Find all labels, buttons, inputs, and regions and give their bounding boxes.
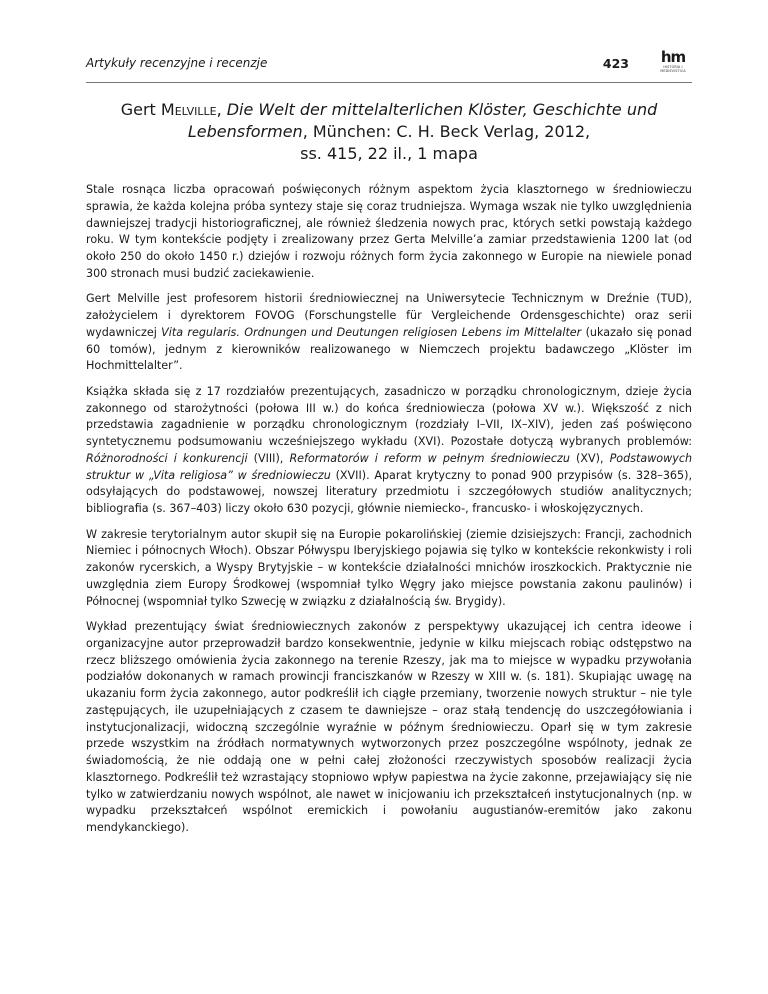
review-title [100,99,678,165]
paragraph-1: Stale rosnąca liczba opracowań poświęconych różnym aspektom życia klasztornego w średniowieczu sprawia, że każda kolejna próba syntezy staje się coraz trudniejsza. Wymaga wszak nie tylko uwzględnienia dawniejszej tradycji historiograficznej, ale również śledzenia nowych prac, których setki powstają każdego roku. W tym kontekście podjęty i zrealizowany przez Gerta Melville’a zamiar przedstawienia 1200 lat (od około 250 do około 1450 r.) dziejów i rozwoju różnych form życia zakonnego w Europie na niewiele ponad 300 stronach musi budzić zaciekawienie. [86,183,692,280]
logo-mark: hm [660,48,686,66]
extent-details: ss. 415, 22 il., 1 mapa [300,144,478,163]
title-separator: , [216,100,227,119]
book-title: Die Welt der mittelalterlichen Klöster, Geschichte und Lebensformen [187,100,658,141]
page-header [86,50,692,80]
publication-details: , München: C. H. Beck Verlag, 2012, [302,122,591,141]
logo-subtitle-1: HISTORIA I [663,65,683,69]
section-label: Artykuły recenzyjne i recenzje [86,56,268,70]
paragraph-3-text-e: (XV), [569,451,610,465]
author-last-name: Melville [160,100,217,119]
paragraph-2-text-a: Gert Melville jest profesorem historii średniowiecznej na Uniwersytecie Technicznym w Dreźnie (TUD), założycielem i dyrektorem FOVOG (Forschungstelle für Vergleichende Ordensgeschichte) oraz serii wydawniczej [86,292,692,339]
paragraph-3-text-c: (VIII), [247,451,290,465]
paragraph-2 [86,291,692,375]
chapter-title-xv: Reformatorów i reform w pełnym średniowieczu [289,451,570,465]
paragraph-3-text-g: (XVII). Aparat krytyczny to ponad 900 przypisów (s. 328–365), odsyłających do podstawowej, nowszej literatury przedmiotu i szczegółowych studiów analitycznych; bibliografia (s. 367–403) liczy około 630 pozycji, głównie niemiecko-, francusko- i włoskojęzycznych. [86,468,692,516]
chapter-title-viii: Różnorodności i konkurencji [86,451,248,465]
chapter-title-xvii: Podstawowych struktur w „Vita religiosa” w średniowieczu [86,451,693,482]
page-number: 423 [602,56,629,71]
logo-subtitle-2: MEDIEVISTICA [660,69,686,73]
header-rule [86,82,692,83]
series-title: Vita regularis. Ordnungen und Deutungen religiosen Lebens im Mittelalter [161,325,582,339]
review-body [86,182,692,846]
paragraph-5: Wykład prezentujący świat średniowiecznych zakonów z perspektywy ukazującej ich centra ideowe i organizacyjne autor przeprowadził bardzo konsekwentnie, jedynie w kilku miejscach robiąc odstępstwo na rzecz bliższego omówienia życia zakonnego na terenie Rzeszy, jak ma to miejsce w wypadku przywołania podziałów dokonanych w ramach prowincji franciszkanów w Rzeszy w XIII w. (s. 181). Skupiając uwagę na ukazaniu form życia zakonnego, autor podkreślił ich ciągłe przemiany, tworzenie nowych struktur – nie tyle zastępujących, ile uzupełniających z czasem te dawniejsze – oraz stałą tendencję do uszczegółowiania i instytucjonalizacji, widoczną szczególnie wyraźnie w późnym średniowieczu. Oparł się w tym zakresie przede wszystkim na źródłach normatywnych wytworzonych przez poszczególne wspólnoty, jednak ze świadomością, że nie oddają one w pełni całej złożoności rzeczywistych sposobów realizacji życia klasztornego. Podkreślił też wzrastający stopniowo wpływ papiestwa na życie zakonne, przejawiający się nie tylko w zatwierdzaniu nowych wspólnot, ale nawet w inicjowaniu ich przekształceń instytucjonalnych (np. w wypadku przekształceń wspólnot eremickich i powołaniu augustianów-eremitów jako zakonu mendykanckiego). [86,620,692,835]
paragraph-3 [86,384,692,518]
journal-logo [654,50,692,80]
paragraph-3-text-a: Książka składa się z 17 rozdziałów prezentujących, zasadniczo w porządku chronologicznym, dzieje życia zakonnego od starożytności (połowa III w.) do końca średniowiecza (połowa XV w.). Większość z nich przedstawia zagadnienie w porządku chronologicznym (rozdziały I–VII, IX–XIV), jeden zaś poświęcono syntetycznemu podsumowaniu wcześniejszego wykładu (XVI). Pozostałe dotyczą wybranych problemów: [86,384,692,449]
paragraph-4: W zakresie terytorialnym autor skupił się na Europie pokarolińskiej (ziemie dzisiejszych: Francji, zachodnich Niemiec i północnych Włoch). Obszar Półwyspu Iberyjskiego pojawia się tylko w kontekście rekonkwisty i roli zakonów rycerskich, a Wyspy Brytyjskie – w kontekście działalności mnichów iroszkockich. Praktycznie nie uwzględnia ziem Europy Środkowej (wspomniał tylko Węgry jako miejsce powstania zakonu paulinów) i Północnej (wspomniał tylko Szwecję w związku z działalnością św. Brygidy). [86,527,692,608]
paragraph-2-text-c: (ukazało się ponad 60 tomów), jednym z kierowników realizowanego w Niemczech projektu badawczego „Klöster im Hochmittelalter”. [86,325,693,373]
author-first-name: Gert [120,100,161,119]
